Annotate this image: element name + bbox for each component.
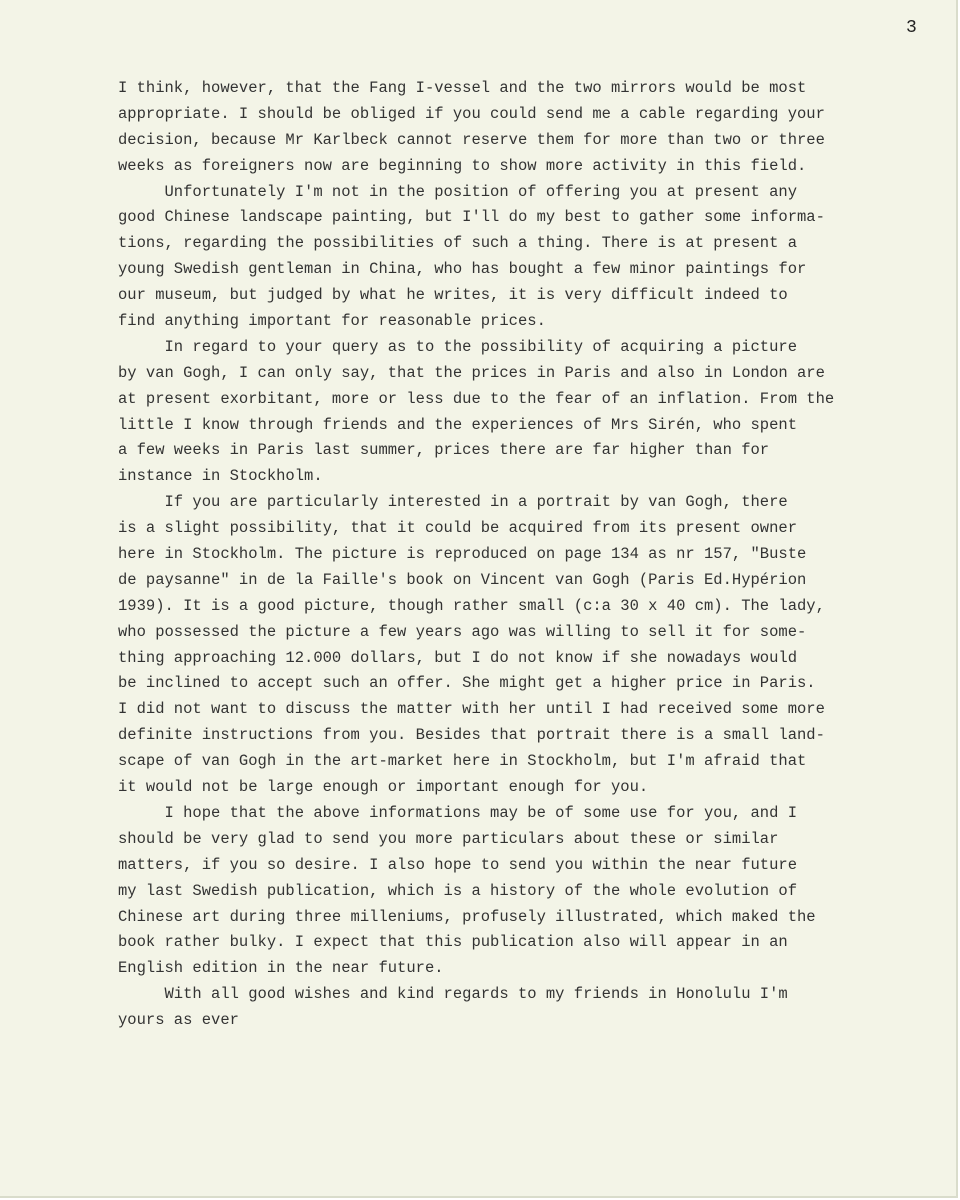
text-line: good Chinese landscape painting, but I'll do my best to gather some informa- (118, 208, 825, 227)
text-line: With all good wishes and kind regards to my friends in Honolulu I'm (118, 985, 788, 1004)
text-line: at present exorbitant, more or less due to the fear of an inflation. From the (118, 389, 835, 408)
text-line: is a slight possibility, that it could be acquired from its present owner (118, 519, 798, 538)
text-line: I hope that the above informations may be of some use for you, and I (118, 803, 798, 822)
text-line: tions, regarding the possibilities of such a thing. There is at present a (118, 234, 798, 253)
letter-body (118, 76, 938, 1034)
page-number: 3 (906, 18, 917, 38)
text-line: who possessed the picture a few years ago was willing to sell it for some- (118, 622, 807, 641)
text-line: find anything important for reasonable prices. (118, 312, 546, 331)
text-line: Unfortunately I'm not in the position of offering you at present any (118, 182, 798, 201)
text-line: matters, if you so desire. I also hope to send you within the near future (118, 855, 798, 874)
text-line: Chinese art during three milleniums, profusely illustrated, which maked the (118, 907, 816, 926)
text-line: book rather bulky. I expect that this publication also will appear in an (118, 933, 788, 952)
text-line: 1939). It is a good picture, though rather small (c:a 30 x 40 cm). The lady, (118, 596, 825, 615)
text-line: decision, because Mr Karlbeck cannot reserve them for more than two or three (118, 130, 825, 149)
text-line: yours as ever (118, 1011, 239, 1030)
text-line: appropriate. I should be obliged if you could send me a cable regarding your (118, 104, 825, 123)
text-line: here in Stockholm. The picture is reproduced on page 134 as nr 157, "Buste (118, 545, 807, 564)
text-line: definite instructions from you. Besides that portrait there is a small land- (118, 726, 825, 745)
text-line: In regard to your query as to the possibility of acquiring a picture (118, 337, 798, 356)
text-line: our museum, but judged by what he writes, it is very difficult indeed to (118, 286, 788, 305)
text-line: young Swedish gentleman in China, who has bought a few minor paintings for (118, 260, 807, 279)
text-line: scape of van Gogh in the art-market here in Stockholm, but I'm afraid that (118, 752, 807, 771)
text-line: be inclined to accept such an offer. She might get a higher price in Paris. (118, 674, 816, 693)
text-line: I think, however, that the Fang I-vessel and the two mirrors would be most (118, 79, 807, 97)
text-line: I did not want to discuss the matter with her until I had received some more (118, 700, 825, 719)
text-line: by van Gogh, I can only say, that the prices in Paris and also in London are (118, 363, 825, 382)
text-line: instance in Stockholm. (118, 467, 323, 486)
text-line: thing approaching 12.000 dollars, but I do not know if she nowadays would (118, 648, 798, 667)
text-line: de paysanne" in de la Faille's book on Vincent van Gogh (Paris Ed.Hypérion (118, 570, 807, 589)
text-line: If you are particularly interested in a portrait by van Gogh, there (118, 493, 788, 512)
text-line: a few weeks in Paris last summer, prices there are far higher than for (118, 441, 770, 460)
text-line: English edition in the near future. (118, 959, 444, 978)
text-line: little I know through friends and the experiences of Mrs Sirén, who spent (118, 415, 798, 434)
text-line: my last Swedish publication, which is a history of the whole evolution of (118, 881, 798, 900)
text-line: should be very glad to send you more particulars about these or similar (118, 829, 779, 848)
text-line: weeks as foreigners now are beginning to show more activity in this field. (118, 156, 807, 175)
text-line: it would not be large enough or important enough for you. (118, 778, 649, 797)
